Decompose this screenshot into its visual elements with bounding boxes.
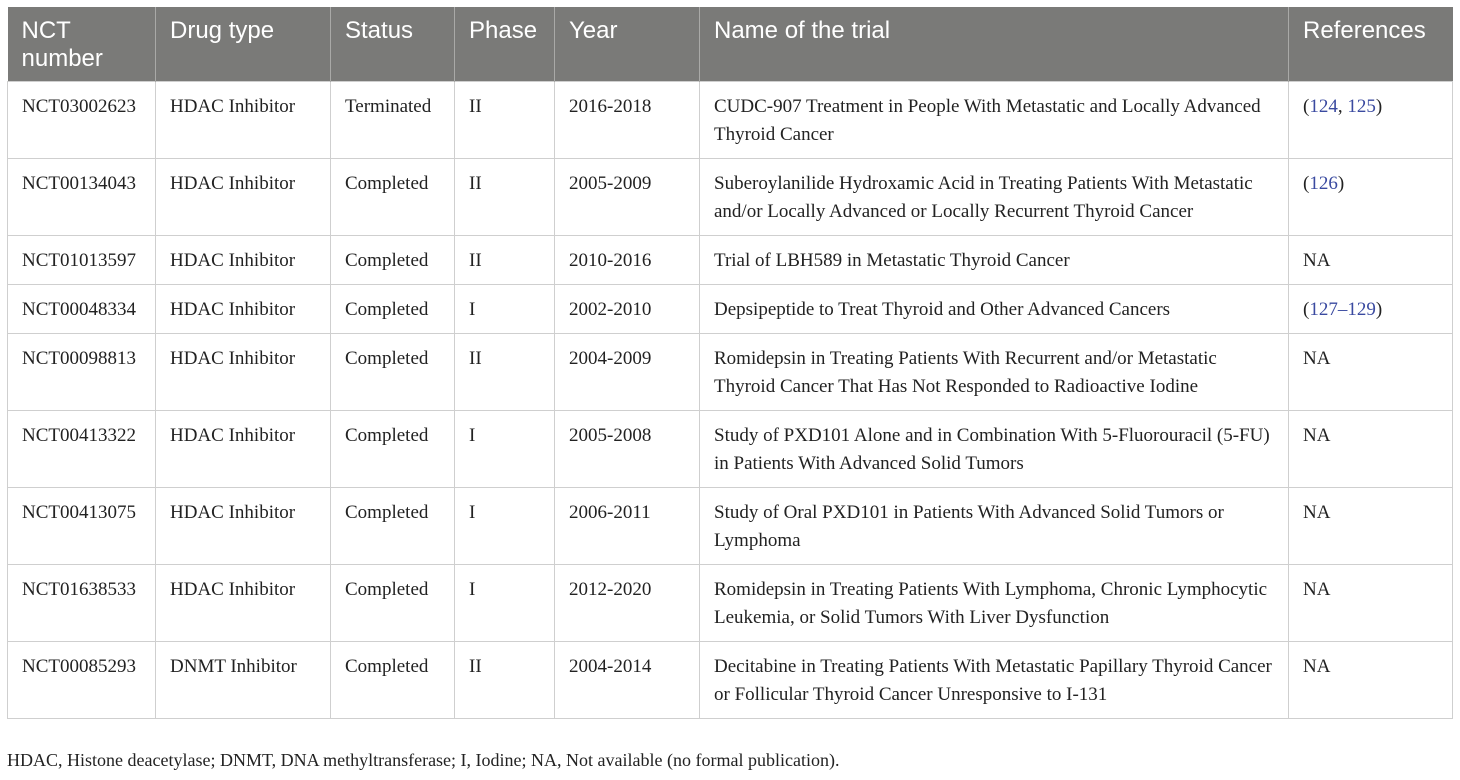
cell-year: 2004-2009: [555, 334, 700, 411]
reference-na: NA: [1303, 656, 1331, 677]
header-status: Status: [331, 7, 455, 82]
cell-trial-name: Depsipeptide to Treat Thyroid and Other Advanced Cancers: [700, 285, 1289, 334]
reference-na: NA: [1303, 425, 1331, 446]
reference-open-paren: (: [1303, 299, 1310, 320]
cell-status: Completed: [331, 411, 455, 488]
reference-close-paren: ): [1375, 299, 1383, 320]
cell-status: Completed: [331, 488, 455, 565]
reference-link[interactable]: 126: [1309, 173, 1338, 194]
cell-phase: II: [455, 334, 555, 411]
table-row: [8, 565, 1453, 642]
cell-references: [1289, 488, 1453, 565]
header-trial-name: Name of the trial: [700, 7, 1289, 82]
cell-nct-number: NCT00134043: [8, 159, 156, 236]
cell-references: [1289, 285, 1453, 334]
cell-year: 2006-2011: [555, 488, 700, 565]
cell-trial-name: Suberoylanilide Hydroxamic Acid in Treating Patients With Metastatic and/or Locally Advanced or Locally Recurrent Thyroid Cancer: [700, 159, 1289, 236]
cell-phase: II: [455, 82, 555, 159]
cell-status: Completed: [331, 159, 455, 236]
header-row: [8, 7, 1453, 82]
cell-drug-type: HDAC Inhibitor: [156, 159, 331, 236]
table-row: [8, 411, 1453, 488]
cell-nct-number: NCT03002623: [8, 82, 156, 159]
reference-link[interactable]: 127–129: [1309, 299, 1376, 320]
cell-trial-name: Romidepsin in Treating Patients With Recurrent and/or Metastatic Thyroid Cancer That Has Not Responded to Radioactive Iodine: [700, 334, 1289, 411]
cell-year: 2002-2010: [555, 285, 700, 334]
cell-trial-name: Decitabine in Treating Patients With Metastatic Papillary Thyroid Cancer or Follicular Thyroid Cancer Unresponsive to I-131: [700, 642, 1289, 719]
cell-trial-name: CUDC-907 Treatment in People With Metastatic and Locally Advanced Thyroid Cancer: [700, 82, 1289, 159]
cell-trial-name: Romidepsin in Treating Patients With Lymphoma, Chronic Lymphocytic Leukemia, or Solid Tumors With Liver Dysfunction: [700, 565, 1289, 642]
cell-references: [1289, 236, 1453, 285]
cell-trial-name: Study of Oral PXD101 in Patients With Advanced Solid Tumors or Lymphoma: [700, 488, 1289, 565]
table-row: [8, 334, 1453, 411]
cell-drug-type: HDAC Inhibitor: [156, 488, 331, 565]
table-row: [8, 236, 1453, 285]
cell-references: [1289, 565, 1453, 642]
cell-nct-number: NCT00085293: [8, 642, 156, 719]
cell-nct-number: NCT01638533: [8, 565, 156, 642]
reference-separator: ,: [1337, 96, 1348, 117]
cell-references: [1289, 334, 1453, 411]
header-drug-type: Drug type: [156, 7, 331, 82]
reference-open-paren: (: [1303, 173, 1310, 194]
cell-drug-type: HDAC Inhibitor: [156, 236, 331, 285]
table-row: [8, 488, 1453, 565]
cell-status: Completed: [331, 642, 455, 719]
table-row: [8, 82, 1453, 159]
cell-drug-type: DNMT Inhibitor: [156, 642, 331, 719]
cell-references: [1289, 82, 1453, 159]
header-year: Year: [555, 7, 700, 82]
cell-phase: II: [455, 642, 555, 719]
cell-phase: II: [455, 236, 555, 285]
table-body: [8, 82, 1453, 719]
cell-status: Completed: [331, 334, 455, 411]
cell-phase: I: [455, 411, 555, 488]
cell-year: 2004-2014: [555, 642, 700, 719]
table-row: [8, 642, 1453, 719]
cell-phase: I: [455, 565, 555, 642]
cell-year: 2010-2016: [555, 236, 700, 285]
reference-link[interactable]: 125: [1347, 96, 1376, 117]
cell-status: Terminated: [331, 82, 455, 159]
reference-close-paren: ): [1375, 96, 1383, 117]
cell-drug-type: HDAC Inhibitor: [156, 565, 331, 642]
cell-nct-number: NCT00098813: [8, 334, 156, 411]
cell-drug-type: HDAC Inhibitor: [156, 285, 331, 334]
cell-year: 2005-2008: [555, 411, 700, 488]
cell-references: [1289, 159, 1453, 236]
cell-trial-name: Trial of LBH589 in Metastatic Thyroid Cancer: [700, 236, 1289, 285]
cell-nct-number: NCT00413322: [8, 411, 156, 488]
cell-nct-number: NCT00048334: [8, 285, 156, 334]
reference-na: NA: [1303, 348, 1331, 369]
table-row: [8, 285, 1453, 334]
cell-status: Completed: [331, 285, 455, 334]
cell-phase: I: [455, 488, 555, 565]
cell-references: [1289, 411, 1453, 488]
cell-year: 2012-2020: [555, 565, 700, 642]
header-references: References: [1289, 7, 1453, 82]
table-footnote: HDAC, Histone deacetylase; DNMT, DNA methyltransferase; I, Iodine; NA, Not available (no formal publication).: [7, 750, 840, 770]
cell-nct-number: NCT00413075: [8, 488, 156, 565]
cell-drug-type: HDAC Inhibitor: [156, 411, 331, 488]
cell-drug-type: HDAC Inhibitor: [156, 82, 331, 159]
cell-nct-number: NCT01013597: [8, 236, 156, 285]
clinical-trials-table: [7, 7, 1453, 719]
reference-open-paren: (: [1303, 96, 1310, 117]
cell-drug-type: HDAC Inhibitor: [156, 334, 331, 411]
cell-year: 2005-2009: [555, 159, 700, 236]
cell-references: [1289, 642, 1453, 719]
table-row: [8, 159, 1453, 236]
cell-year: 2016-2018: [555, 82, 700, 159]
cell-phase: I: [455, 285, 555, 334]
reference-na: NA: [1303, 502, 1331, 523]
reference-na: NA: [1303, 250, 1331, 271]
header-nct-number: NCT number: [8, 7, 156, 82]
reference-na: NA: [1303, 579, 1331, 600]
cell-status: Completed: [331, 565, 455, 642]
cell-trial-name: Study of PXD101 Alone and in Combination With 5-Fluorouracil (5-FU) in Patients With Advanced Solid Tumors: [700, 411, 1289, 488]
cell-status: Completed: [331, 236, 455, 285]
header-phase: Phase: [455, 7, 555, 82]
cell-phase: II: [455, 159, 555, 236]
reference-link[interactable]: 124: [1309, 96, 1338, 117]
reference-close-paren: ): [1337, 173, 1345, 194]
